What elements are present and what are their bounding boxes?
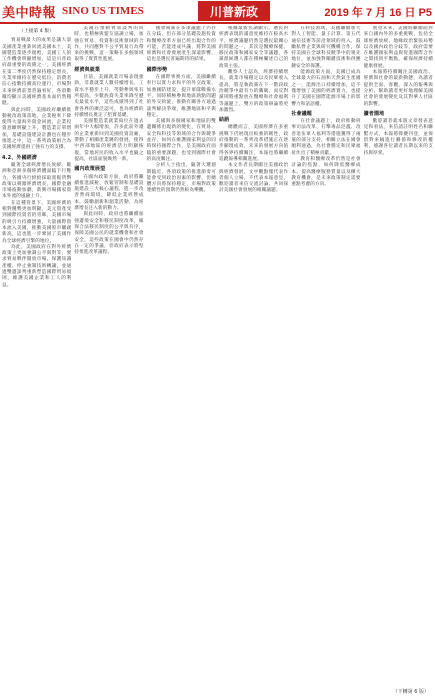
article-paragraph: 教育和醫療改革仍然是社會討論的焦點，如何降低醫療成本、提高醫療服務質量以及擴大教育機會，是未來政策制定需要重點考慮的方向。	[291, 156, 361, 188]
continued-note: （下轉第 6 版）	[392, 689, 429, 695]
article-column	[147, 26, 216, 680]
article-paragraph: 目前，美國就業市場表現強勁，非農就業人數持續增長，工資水平穩步上升，勞動參與率有所提高，少數族裔失業率降至歷史最低水平，這些成績得到了社會各界的廣泛認可，也為經濟的持續增長奠定了堅實基礎。	[74, 75, 144, 118]
article-paragraph: 隨著全球經濟增長放緩，歐洲和亞洲多個經濟體面臨下行壓力，各國央行紛紛採取寬鬆貨幣政策以刺激經濟增長，國際金融市場波動加劇，新興市場國家資本外流的風險上升。	[2, 162, 72, 200]
article-paragraph: 展望未來，美國將繼續面對來自國內外的多重挑戰，包括全球經濟放緩、地緣政治緊張局勢以及國內政治分歧等，政府需要在維護國家利益與促進國際合作之間找到平衡點，確保經濟持續健康發展。	[363, 26, 433, 69]
article-column	[291, 26, 360, 680]
article-paragraph: 貿易戰最大的成果是讓大量美國產業重新回流美國本土，美國製造業逐步復甦，美國工人的工作機會明顯增加，這是川普政府最重要的政績之一。美國經濟在第二季度仍然保持穩定增長，失業率維持在歷史低位，消費者信心指數持續高位運行，市場對未來經濟前景普遍看好，各項數據均顯示美國經濟基本面仍然穩健。	[2, 38, 72, 107]
article-paragraph: 在國際事務方面，美國繼續奉行以實力求和平的外交政策，加強國防建設，提升軍隊戰備水平，同時積極參與地區熱點問題的外交斡旋，推動有關各方通過談判解決爭端，維護地區和平與穩定。	[146, 75, 216, 118]
article-paragraph: 在社會議題上，政府推動刑事司法改革、打擊毒品氾濫、改善退伍軍人福利等措施獲得了兩黨的部分支持，相關立法在國會順利通過，為社會穩定和民眾福祉作出了積極貢獻。	[291, 119, 361, 156]
article-subhead: 讀者園地	[363, 110, 385, 117]
article-column	[219, 26, 288, 680]
article-paragraph: 能源政策方面，美國已成為全球最大的石油和天然氣生產國之一，能源出口持續增加，這不僅增強了美國的經濟實力，也提升了美國在國際能源市場上的影響力和話語權。	[291, 70, 361, 107]
article-column	[2, 26, 71, 680]
article-paragraph: 本報將持續關注美國政治、經濟與社會的最新動態，為讀者提供全面、客觀、深入的報導與分析，幫助讀者更好地理解美國社會的發展變化及其對華人社區的影響。	[363, 70, 433, 107]
article-paragraph: 在科技領域，美國繼續加大對人工智能、量子計算、第五代通信技術等前沿領域的投入，鼓勵私營企業與研究機構合作，保持美國在全球科技競爭中的領先地位，並加強對關鍵技術和供應鏈安全的保護。	[291, 26, 361, 69]
article-paragraph: 與此同時，美國政府繼續推動稅改政策落地，企業稅率下降使得大量海外資金回流，企業投資意願明顯上升，製造業訂單增加，基礎設施建設計劃也在穩步推進之中，這一系列政策組合為美國經濟提供了強有力的支撐。	[2, 107, 72, 151]
article-subhead: 經濟與就業	[74, 66, 101, 73]
article-subhead: 社會議題	[291, 110, 312, 117]
article-paragraph: 在這種背景下，美國經濟的相對優勢更加明顯，美元資產受到國際投資者的青睞，美國市場的吸引力持續增強，大量國際資本流入美國，推動美國股市屢創新高，這也進一步鞏固了美國作為全球經濟引擎的地位。	[2, 200, 72, 244]
article-column	[74, 26, 143, 680]
newspaper-logo-chinese: 美中時報	[2, 5, 57, 21]
article-subhead: 4.2、外國經濟	[2, 154, 38, 161]
article-paragraph: 在國內政策方面，政府將繼續推進減稅、放鬆管制和基礎設施建設三大核心議程，進一步改善營商環境，降低企業經營成本，鼓勵創新和創業活動，為經濟增長注入新的動力。	[74, 174, 144, 212]
article-paragraph: 美國在推動貿易談判的同時，也積極與盟友協調立場，加強在貿易、投資和技術領域的合作，共同應對不公平貿易行為帶來的挑戰，這一策略在多個領域取得了實質性進展。	[74, 26, 144, 63]
continued-from-note: （上接第 4 版）	[19, 29, 55, 34]
article-paragraph: 本文作者長期關注美國政治與經濟發展，文中觀點僅代表作者個人立場，不代表本報意見，歡迎讀者來信交流討論，共同探討美國社會發展的相關議題。	[218, 163, 289, 194]
article-paragraph: 與此同時，政府也將繼續加強邊境安全和移民制度改革，確保合法移民制度的公平與有序，保障美國公民的就業機會和社會安全，這些政策在國會中仍然存在一定的爭議，但政府表示將堅持推進改革議程。	[74, 212, 144, 256]
newspaper-logo-english: SINO US TIMES	[62, 5, 144, 17]
article-subhead: 結語	[218, 117, 230, 124]
masthead-divider	[0, 22, 435, 24]
article-paragraph: 觀察人士認為，經濟持續增長、就業市場穩定以及民眾收入提高，將是執政黨在下一階段政治競爭中最有力的籌碼，而反對黨則將重點放在醫療和社會福利等議題上，雙方的政策辯論將更加激烈。	[218, 70, 289, 113]
article-column	[364, 26, 433, 680]
article-paragraph: 為此，美國政府在對外經濟政策上更加強調公平與對等，要求貿易夥伴開放市場、保護知識產權、停止強制技術轉讓，並通過雙邊談判重新塑造國際貿易規則，維護美國企業和工人的利益。	[2, 244, 72, 288]
article-paragraph: 國會兩黨在多項議題上仍存在分歧，但在部分基礎設施投資和醫療改革方面已經出現合作的可能，若能達成共識，將對美國經濟和社會發展產生深遠影響，這也是選民普遍期待的結果。	[146, 26, 216, 63]
issue-date-page: 2019 年 7 月 16 日 P5	[324, 7, 432, 19]
article-paragraph: 總體而言，美國經濟在多重挑戰下仍展現出較強的韌性，政府推動的一系列改革措施正在逐步顯現成效，未來的發展方向值得各界持續關注，本報也將繼續追蹤報導相關進展。	[218, 125, 289, 162]
article-columns	[2, 26, 433, 680]
article-paragraph: 根據最新民調顯示，選民對經濟表現的滿意度維持在較高水平，經濟議題仍然是選民最關心的問題之一，其次是醫療保健、移民政策和國家安全等議題，各黨派候選人都在積極闡述自己的政策主張。	[218, 26, 289, 69]
article-paragraph: 分析人士指出，隨著大選週期臨近，各項政策的推進節奏可能會受到政治因素的影響，但總體方向將保持穩定，市場對政策連續性的預期仍然較為樂觀。	[146, 163, 216, 194]
article-paragraph: 歡迎讀者就本版文章發表意見和看法，來信請註明姓名和聯繫方式，本報將擇優刊登，並保留對來稿進行刪節和修改的權利，感謝各位讀者長期以來的支持與厚愛。	[363, 119, 433, 156]
article-subhead: 國際形勢	[146, 66, 168, 73]
section-title: 川普新政	[198, 1, 270, 21]
article-paragraph: 美國製造業就業崗位在過去兩年中大幅增加，許多此前外遷的企業重新回到美國投資設廠，帶動了相關產業鏈的發展，使得中西部地區的經濟活力明顯恢復，當地居民的收入水平也隨之提高，社區面貌煥然一新。	[74, 119, 144, 162]
article-paragraph: 美國與多個國家和地區的雙邊關係出現新的變化，在貿易、安全和科技等領域的合作與競爭並存，如何在維護國家利益的同時保持國際合作，是美國政府面臨的重要課題，也受到國際社會的高度關注。	[146, 119, 216, 162]
article-subhead: 國內政策展望	[74, 166, 106, 173]
